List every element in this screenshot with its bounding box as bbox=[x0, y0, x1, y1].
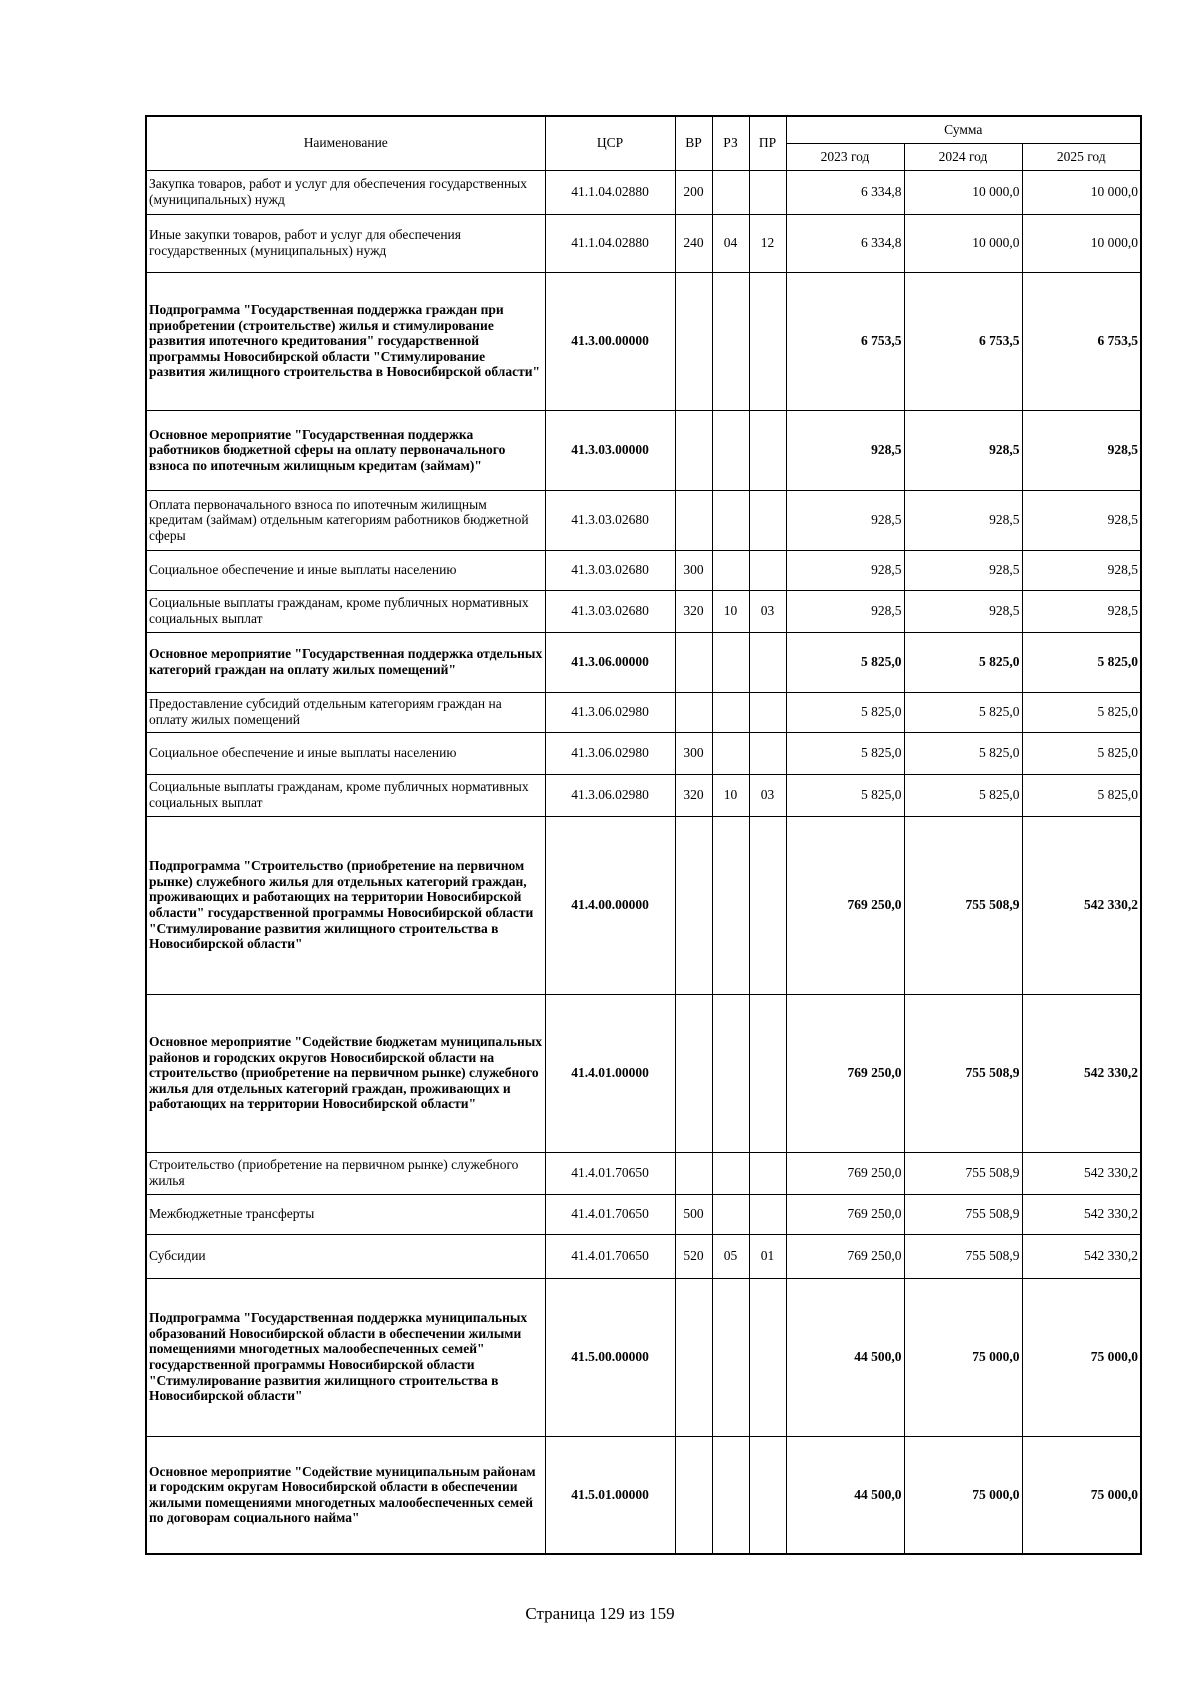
cell-vr: 520 bbox=[675, 1234, 712, 1278]
cell-2023: 5 825,0 bbox=[786, 774, 904, 816]
cell-name: Оплата первоначального взноса по ипотечным жилищным кредитам (займам) отдельным категориям работников бюджетной сферы bbox=[146, 490, 545, 550]
cell-rz: 04 bbox=[712, 214, 749, 272]
cell-name: Основное мероприятие "Содействие муниципальным районам и городским округам Новосибирской области в обеспечении жилыми помещениями многодетных малообеспеченных семей по договорам социального найма" bbox=[146, 1436, 545, 1554]
cell-2024: 75 000,0 bbox=[904, 1436, 1022, 1554]
cell-pr bbox=[749, 1436, 786, 1554]
cell-pr bbox=[749, 692, 786, 732]
cell-csr: 41.3.06.00000 bbox=[545, 632, 675, 692]
cell-name: Подпрограмма "Государственная поддержка граждан при приобретении (строительстве) жилья и стимулирование развития ипотечного кредитования" государственной программы Новосибирской области "Стимулирование развития жилищного строительства в Новосибирской области" bbox=[146, 272, 545, 410]
cell-rz bbox=[712, 170, 749, 214]
cell-2025: 928,5 bbox=[1022, 590, 1141, 632]
page-number: Страница 129 из 159 bbox=[525, 1604, 675, 1623]
cell-2025: 928,5 bbox=[1022, 550, 1141, 590]
cell-2024: 5 825,0 bbox=[904, 774, 1022, 816]
cell-2024: 10 000,0 bbox=[904, 214, 1022, 272]
cell-2025: 542 330,2 bbox=[1022, 994, 1141, 1152]
cell-2023: 769 250,0 bbox=[786, 1152, 904, 1194]
cell-2025: 5 825,0 bbox=[1022, 692, 1141, 732]
cell-2023: 6 753,5 bbox=[786, 272, 904, 410]
cell-vr bbox=[675, 1436, 712, 1554]
cell-2023: 928,5 bbox=[786, 490, 904, 550]
cell-csr: 41.3.03.00000 bbox=[545, 410, 675, 490]
cell-2025: 75 000,0 bbox=[1022, 1436, 1141, 1554]
cell-csr: 41.3.00.00000 bbox=[545, 272, 675, 410]
cell-csr: 41.1.04.02880 bbox=[545, 214, 675, 272]
cell-pr bbox=[749, 732, 786, 774]
cell-2024: 928,5 bbox=[904, 590, 1022, 632]
header-year-2025: 2025 год bbox=[1022, 143, 1141, 170]
cell-csr: 41.3.06.02980 bbox=[545, 732, 675, 774]
table-row bbox=[146, 692, 1141, 732]
cell-2025: 10 000,0 bbox=[1022, 170, 1141, 214]
cell-csr: 41.3.03.02680 bbox=[545, 550, 675, 590]
cell-2024: 5 825,0 bbox=[904, 632, 1022, 692]
cell-2023: 5 825,0 bbox=[786, 632, 904, 692]
cell-vr bbox=[675, 816, 712, 994]
header-csr: ЦСР bbox=[545, 116, 675, 170]
header-sum: Сумма bbox=[786, 116, 1141, 143]
cell-2025: 542 330,2 bbox=[1022, 1234, 1141, 1278]
cell-pr bbox=[749, 816, 786, 994]
cell-vr: 320 bbox=[675, 774, 712, 816]
cell-csr: 41.4.01.00000 bbox=[545, 994, 675, 1152]
cell-rz bbox=[712, 1278, 749, 1436]
cell-2023: 5 825,0 bbox=[786, 732, 904, 774]
cell-2023: 928,5 bbox=[786, 550, 904, 590]
cell-csr: 41.5.00.00000 bbox=[545, 1278, 675, 1436]
cell-rz bbox=[712, 632, 749, 692]
cell-2024: 75 000,0 bbox=[904, 1278, 1022, 1436]
table-row bbox=[146, 590, 1141, 632]
table-row bbox=[146, 774, 1141, 816]
cell-name: Субсидии bbox=[146, 1234, 545, 1278]
table-row bbox=[146, 550, 1141, 590]
cell-name: Социальные выплаты гражданам, кроме публичных нормативных социальных выплат bbox=[146, 774, 545, 816]
table-row bbox=[146, 410, 1141, 490]
cell-vr: 200 bbox=[675, 170, 712, 214]
cell-vr: 320 bbox=[675, 590, 712, 632]
table-row bbox=[146, 170, 1141, 214]
cell-2023: 928,5 bbox=[786, 410, 904, 490]
cell-pr bbox=[749, 272, 786, 410]
cell-2025: 542 330,2 bbox=[1022, 816, 1141, 994]
cell-vr: 500 bbox=[675, 1194, 712, 1234]
cell-vr bbox=[675, 1278, 712, 1436]
cell-csr: 41.4.01.70650 bbox=[545, 1194, 675, 1234]
header-year-2023: 2023 год bbox=[786, 143, 904, 170]
cell-2024: 5 825,0 bbox=[904, 732, 1022, 774]
cell-2025: 542 330,2 bbox=[1022, 1194, 1141, 1234]
cell-rz: 10 bbox=[712, 774, 749, 816]
cell-2024: 755 508,9 bbox=[904, 1152, 1022, 1194]
cell-2025: 75 000,0 bbox=[1022, 1278, 1141, 1436]
cell-rz: 10 bbox=[712, 590, 749, 632]
table-row bbox=[146, 1234, 1141, 1278]
header-rz: РЗ bbox=[712, 116, 749, 170]
cell-vr bbox=[675, 1152, 712, 1194]
cell-pr: 03 bbox=[749, 590, 786, 632]
cell-pr bbox=[749, 632, 786, 692]
cell-csr: 41.3.06.02980 bbox=[545, 692, 675, 732]
header-name: Наименование bbox=[146, 116, 545, 170]
cell-rz bbox=[712, 1152, 749, 1194]
cell-2023: 5 825,0 bbox=[786, 692, 904, 732]
table-row bbox=[146, 214, 1141, 272]
cell-rz bbox=[712, 550, 749, 590]
cell-2025: 928,5 bbox=[1022, 490, 1141, 550]
cell-name: Основное мероприятие "Государственная поддержка работников бюджетной сферы на оплату первоначального взноса по ипотечным жилищным кредитам (займам)" bbox=[146, 410, 545, 490]
cell-2023: 769 250,0 bbox=[786, 1234, 904, 1278]
cell-2024: 928,5 bbox=[904, 490, 1022, 550]
cell-vr: 240 bbox=[675, 214, 712, 272]
cell-name: Социальные выплаты гражданам, кроме публичных нормативных социальных выплат bbox=[146, 590, 545, 632]
cell-vr: 300 bbox=[675, 550, 712, 590]
header-pr: ПР bbox=[749, 116, 786, 170]
cell-2023: 928,5 bbox=[786, 590, 904, 632]
cell-2024: 755 508,9 bbox=[904, 1194, 1022, 1234]
cell-vr bbox=[675, 272, 712, 410]
cell-csr: 41.4.01.70650 bbox=[545, 1234, 675, 1278]
cell-name: Предоставление субсидий отдельным категориям граждан на оплату жилых помещений bbox=[146, 692, 545, 732]
table-header bbox=[146, 116, 1141, 170]
cell-2024: 5 825,0 bbox=[904, 692, 1022, 732]
cell-csr: 41.3.03.02680 bbox=[545, 590, 675, 632]
cell-2023: 769 250,0 bbox=[786, 816, 904, 994]
cell-name: Социальное обеспечение и иные выплаты населению bbox=[146, 732, 545, 774]
table-row bbox=[146, 632, 1141, 692]
cell-2024: 10 000,0 bbox=[904, 170, 1022, 214]
cell-rz bbox=[712, 692, 749, 732]
cell-name: Закупка товаров, работ и услуг для обеспечения государственных (муниципальных) нужд bbox=[146, 170, 545, 214]
table-row bbox=[146, 1436, 1141, 1554]
cell-vr: 300 bbox=[675, 732, 712, 774]
cell-csr: 41.5.01.00000 bbox=[545, 1436, 675, 1554]
cell-rz bbox=[712, 410, 749, 490]
cell-csr: 41.1.04.02880 bbox=[545, 170, 675, 214]
table-body bbox=[146, 170, 1141, 1554]
cell-2024: 928,5 bbox=[904, 410, 1022, 490]
cell-name: Строительство (приобретение на первичном рынке) служебного жилья bbox=[146, 1152, 545, 1194]
budget-table bbox=[145, 115, 1142, 1555]
header-vr: ВР bbox=[675, 116, 712, 170]
cell-name: Социальное обеспечение и иные выплаты населению bbox=[146, 550, 545, 590]
cell-csr: 41.3.03.02680 bbox=[545, 490, 675, 550]
table-row bbox=[146, 732, 1141, 774]
cell-2025: 6 753,5 bbox=[1022, 272, 1141, 410]
cell-rz bbox=[712, 1194, 749, 1234]
table-row bbox=[146, 1194, 1141, 1234]
cell-rz bbox=[712, 490, 749, 550]
cell-2023: 769 250,0 bbox=[786, 994, 904, 1152]
table-row bbox=[146, 816, 1141, 994]
cell-pr: 03 bbox=[749, 774, 786, 816]
table-row bbox=[146, 1152, 1141, 1194]
cell-rz bbox=[712, 1436, 749, 1554]
cell-rz bbox=[712, 272, 749, 410]
cell-pr bbox=[749, 410, 786, 490]
cell-csr: 41.3.06.02980 bbox=[545, 774, 675, 816]
cell-rz bbox=[712, 994, 749, 1152]
cell-name: Основное мероприятие "Государственная поддержка отдельных категорий граждан на оплату жилых помещений" bbox=[146, 632, 545, 692]
table-row bbox=[146, 490, 1141, 550]
cell-pr bbox=[749, 1152, 786, 1194]
cell-2025: 928,5 bbox=[1022, 410, 1141, 490]
cell-vr bbox=[675, 490, 712, 550]
cell-2024: 755 508,9 bbox=[904, 1234, 1022, 1278]
cell-2024: 928,5 bbox=[904, 550, 1022, 590]
table-row bbox=[146, 272, 1141, 410]
cell-vr bbox=[675, 994, 712, 1152]
cell-pr bbox=[749, 170, 786, 214]
cell-2023: 6 334,8 bbox=[786, 214, 904, 272]
cell-pr: 12 bbox=[749, 214, 786, 272]
cell-2024: 6 753,5 bbox=[904, 272, 1022, 410]
cell-2025: 5 825,0 bbox=[1022, 632, 1141, 692]
cell-2023: 769 250,0 bbox=[786, 1194, 904, 1234]
cell-2024: 755 508,9 bbox=[904, 816, 1022, 994]
cell-rz bbox=[712, 816, 749, 994]
cell-vr bbox=[675, 692, 712, 732]
cell-2025: 5 825,0 bbox=[1022, 732, 1141, 774]
cell-rz: 05 bbox=[712, 1234, 749, 1278]
cell-name: Подпрограмма "Строительство (приобретение на первичном рынке) служебного жилья для отдельных категорий граждан, проживающих и работающих на территории Новосибирской области" государственной программы Новосибирской области "Стимулирование развития жилищного строительства в Новосибирской области" bbox=[146, 816, 545, 994]
cell-vr bbox=[675, 632, 712, 692]
cell-name: Основное мероприятие "Содействие бюджетам муниципальных районов и городских округов Новосибирской области на строительство (приобретение на первичном рынке) служебного жилья для отдельных категорий граждан, проживающих и работающих на территории Новосибирской области" bbox=[146, 994, 545, 1152]
header-year-2024: 2024 год bbox=[904, 143, 1022, 170]
cell-pr bbox=[749, 550, 786, 590]
cell-pr bbox=[749, 1278, 786, 1436]
cell-2023: 44 500,0 bbox=[786, 1278, 904, 1436]
cell-name: Межбюджетные трансферты bbox=[146, 1194, 545, 1234]
cell-pr bbox=[749, 490, 786, 550]
cell-pr bbox=[749, 1194, 786, 1234]
cell-rz bbox=[712, 732, 749, 774]
cell-name: Подпрограмма "Государственная поддержка муниципальных образований Новосибирской области в обеспечении жилыми помещениями многодетных малообеспеченных семей" государственной программы Новосибирской области "Стимулирование развития жилищного строительства в Новосибирской области" bbox=[146, 1278, 545, 1436]
table-row bbox=[146, 1278, 1141, 1436]
cell-2025: 10 000,0 bbox=[1022, 214, 1141, 272]
cell-2025: 542 330,2 bbox=[1022, 1152, 1141, 1194]
cell-name: Иные закупки товаров, работ и услуг для обеспечения государственных (муниципальных) нужд bbox=[146, 214, 545, 272]
cell-2024: 755 508,9 bbox=[904, 994, 1022, 1152]
cell-2023: 6 334,8 bbox=[786, 170, 904, 214]
table-row bbox=[146, 994, 1141, 1152]
cell-csr: 41.4.01.70650 bbox=[545, 1152, 675, 1194]
cell-csr: 41.4.00.00000 bbox=[545, 816, 675, 994]
cell-vr bbox=[675, 410, 712, 490]
cell-2023: 44 500,0 bbox=[786, 1436, 904, 1554]
cell-pr bbox=[749, 994, 786, 1152]
cell-2025: 5 825,0 bbox=[1022, 774, 1141, 816]
cell-pr: 01 bbox=[749, 1234, 786, 1278]
